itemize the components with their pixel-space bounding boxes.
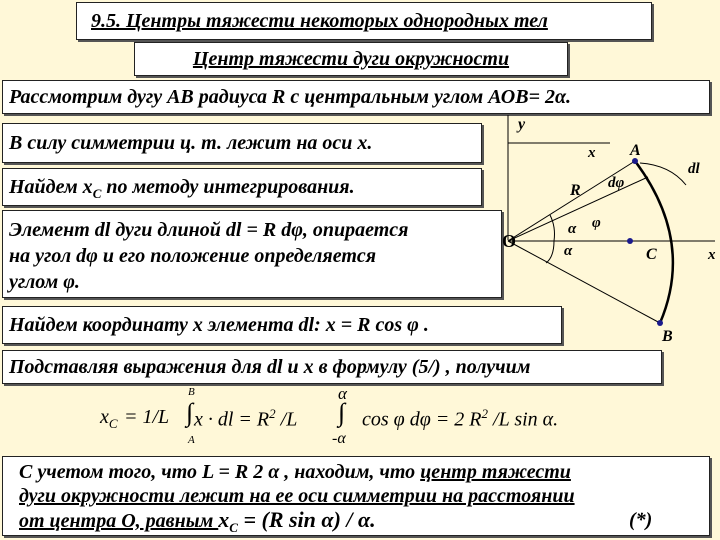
integral2-upper-limit: α (338, 384, 347, 403)
element-line-1: Элемент dl дуги длиной dl = R dφ, опирается (9, 219, 409, 241)
formula-integrand-1: x · dl = $R^2$ /L (194, 406, 298, 431)
equation-tag: (*) (629, 509, 653, 531)
coordinate-text: Найдем координату х элемента dl: х = R cos φ . (2, 306, 562, 344)
integral-lower-limit: A (188, 434, 195, 446)
alpha-arc-upper (550, 215, 555, 241)
arc-ab (635, 161, 673, 323)
subtitle: Центр тяжести дуги окружности (134, 42, 568, 76)
alpha-arc-lower (546, 241, 554, 263)
label-x-axis: x (708, 247, 716, 263)
radius-ob (508, 241, 660, 323)
find-xc-text: Найдем $х_С$ по методу интегрирования. (2, 168, 482, 206)
intro-text: Рассмотрим дугу АВ радиуса R с центральным углом АОВ= 2α. (2, 80, 710, 114)
formula-xc: $x_C$ (100, 406, 118, 431)
label-o: O (502, 231, 517, 251)
conclusion-line-2: дуги окружности лежит на ее оси симметрии на расстоянии (19, 485, 575, 507)
label-y: y (518, 116, 526, 133)
substitute-text: Подставляя выражения для dl и х в формулу (5/) , получим (2, 350, 662, 384)
formula-eq1: = 1/L (124, 406, 170, 428)
integral2-sign: ∫ (338, 398, 346, 427)
label-r: R (570, 182, 581, 199)
point-b (657, 320, 663, 326)
label-a: A (630, 142, 641, 159)
formula-integrand-2: cos φ dφ = 2 $R^2$ /L sin α. (362, 406, 559, 431)
label-dl: dl (688, 161, 700, 177)
point-c (627, 238, 633, 244)
label-x-top: x (588, 145, 596, 161)
arc-figure (490, 115, 720, 345)
element-line-3: углом φ. (9, 271, 80, 293)
symmetry-text: В силу симметрии ц. т. лежит на оси х. (2, 123, 482, 163)
label-b: B (662, 328, 673, 345)
integral2-lower-limit: -α (332, 430, 346, 447)
integral-upper-limit: B (188, 386, 195, 398)
label-alpha-1: α (568, 221, 577, 237)
element-line-2: на угол dφ и его положение определяется (9, 245, 377, 267)
section-title: 9.5. Центры тяжести некоторых однородных тел (76, 2, 652, 40)
label-dphi: dφ (608, 175, 625, 191)
integral-formula (90, 384, 650, 448)
integral-sign: ∫ (186, 398, 194, 427)
label-alpha-2: α (564, 243, 573, 259)
conclusion-box (2, 456, 710, 536)
element-description (2, 210, 502, 298)
conclusion-line-1: С учетом того, что L = R 2 α , находим, что центр тяжести (19, 461, 571, 483)
label-c: C (646, 246, 657, 263)
label-phi: φ (592, 215, 601, 231)
conclusion-line-3: от центра О, равным $x_C = (R$ sin α) / α. (*) (19, 507, 653, 535)
dl-bracket (640, 163, 686, 185)
